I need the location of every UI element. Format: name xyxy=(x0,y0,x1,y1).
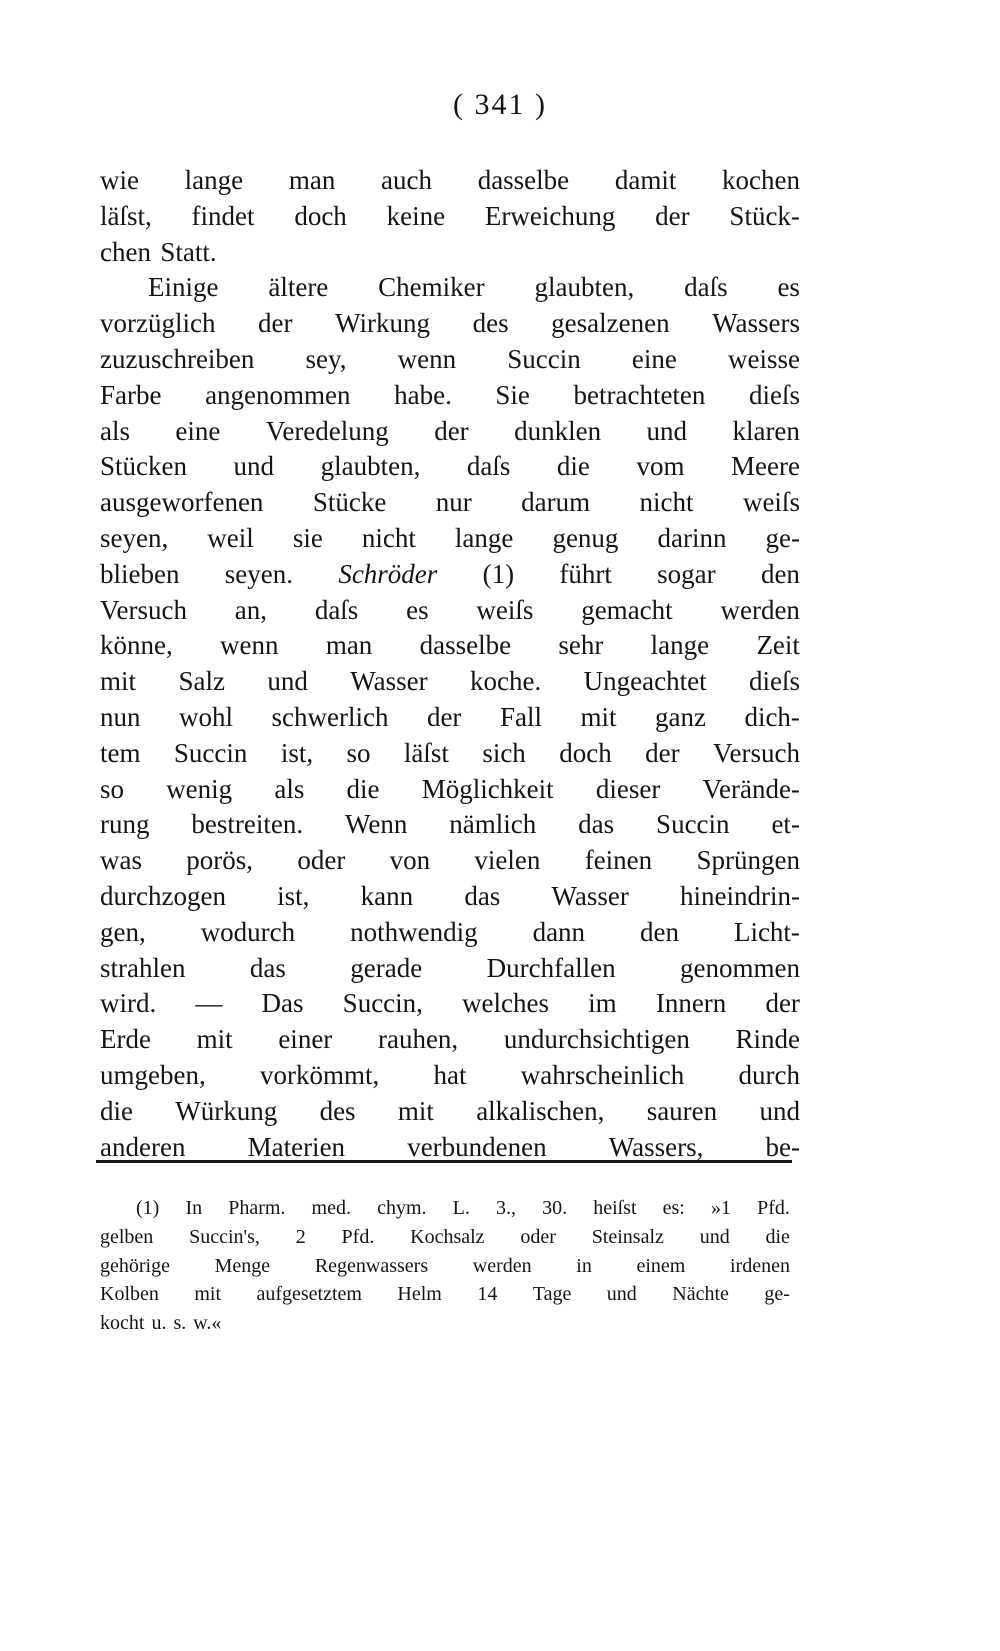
body-text-word: sauren xyxy=(646,1095,718,1126)
footnote-word: chym. xyxy=(377,1197,427,1219)
body-text-word: genommen xyxy=(680,952,800,983)
footnote-word: Menge xyxy=(214,1254,271,1277)
body-text-word: gen, xyxy=(100,916,146,947)
footnote-line xyxy=(100,1194,790,1223)
body-text-word: nun xyxy=(100,701,141,732)
footnote-word: einem xyxy=(636,1254,686,1277)
footnote-word: Kolben xyxy=(100,1283,159,1306)
body-text-word: Erde xyxy=(100,1024,151,1055)
body-text-word: als xyxy=(274,773,305,804)
body-text-word: Veredelung xyxy=(265,415,389,446)
body-text-word: bestreiten. xyxy=(191,809,304,840)
body-text-word: Meere xyxy=(731,451,800,482)
body-text-word: des xyxy=(319,1095,356,1126)
body-text-word: nicht xyxy=(639,487,694,518)
footnote-word: werden xyxy=(472,1254,532,1277)
body-text-word: könne, xyxy=(100,630,173,661)
body-text-word: Möglichkeit xyxy=(421,773,554,804)
body-text-word: weisse xyxy=(728,343,800,374)
footnote-word: L. xyxy=(452,1197,470,1219)
body-text-word: läſst, xyxy=(100,200,152,231)
body-text-word: so xyxy=(346,737,371,768)
body-text-word: koche. xyxy=(470,666,542,697)
body-text-word: kann xyxy=(360,880,414,911)
body-text-word: lange xyxy=(650,630,710,661)
body-text-word: nothwendig xyxy=(350,916,478,947)
body-text-word: glaubten, xyxy=(534,272,635,303)
body-text-line xyxy=(100,1022,800,1058)
body-text-word: weil xyxy=(207,522,254,553)
footnote-word: u. xyxy=(151,1312,167,1335)
body-text-word: dieſs xyxy=(749,379,800,410)
body-text-word: mit xyxy=(196,1024,233,1055)
footnote-line xyxy=(100,1280,790,1309)
footnote-line xyxy=(100,1223,790,1252)
body-text-word: durchzogen xyxy=(100,880,226,911)
body-text-word: Stücke xyxy=(312,487,387,518)
footnote-word: 14 xyxy=(477,1283,498,1306)
body-text-word: seyen, xyxy=(100,522,169,553)
page-number: ( 341 ) xyxy=(453,88,547,121)
body-text-word: einer xyxy=(278,1024,333,1055)
body-text-word: welches xyxy=(462,988,550,1019)
body-text-line xyxy=(100,593,800,629)
body-text-word: sogar xyxy=(657,558,716,589)
body-text-line xyxy=(100,843,800,879)
footnote-line xyxy=(100,1252,790,1281)
footnote-word: und xyxy=(699,1225,730,1248)
body-text-word: rauhen, xyxy=(377,1024,459,1055)
body-text-word: der xyxy=(434,415,469,446)
body-text-word: mit xyxy=(397,1095,434,1126)
body-text-line xyxy=(100,485,800,521)
body-text-line xyxy=(100,449,800,485)
body-text-word: Wassers, xyxy=(608,1131,704,1162)
body-text-word: hat xyxy=(433,1059,467,1090)
body-text-word: rung xyxy=(100,809,150,840)
body-text-word: Sprüngen xyxy=(696,845,800,876)
body-text-word: an, xyxy=(234,594,268,625)
footnote-word: Regenwassers xyxy=(314,1254,429,1277)
body-text-line xyxy=(100,378,800,414)
body-text-word: verbundenen xyxy=(407,1131,547,1162)
body-text-word: Succin xyxy=(656,809,730,840)
body-text-line xyxy=(100,951,800,987)
body-text-word: der xyxy=(655,200,690,231)
body-text-word: der xyxy=(765,988,800,1019)
footnote xyxy=(100,1194,790,1338)
body-text-line xyxy=(100,628,800,664)
body-text-word: Licht- xyxy=(733,916,800,947)
body-text-word: Succin, xyxy=(342,988,423,1019)
body-text-word: läſst xyxy=(403,737,449,768)
body-text-word: be- xyxy=(765,1131,800,1162)
body-text-word: Salz xyxy=(178,666,225,697)
body-text-word: (1) xyxy=(482,558,515,589)
body-text-word: mit xyxy=(580,701,617,732)
body-text-word: Succin xyxy=(507,343,581,374)
body-text-word: Versuch xyxy=(713,737,800,768)
body-text-word: im xyxy=(588,988,617,1019)
footnote-word: Pharm. xyxy=(228,1197,286,1219)
footnote-word: 3., xyxy=(495,1197,516,1219)
body-text-word: Das xyxy=(261,988,304,1019)
body-text-word: habe. xyxy=(394,379,452,410)
body-text-word: angenommen xyxy=(205,379,351,410)
footnote-word: s. xyxy=(173,1312,187,1335)
body-text-line xyxy=(100,664,800,700)
footnote-word: Succin's, xyxy=(189,1225,260,1248)
body-text-word: auch xyxy=(381,165,432,195)
footnote-word: kocht xyxy=(100,1312,145,1335)
body-text-word: doch xyxy=(294,200,347,231)
body-text-word: ist, xyxy=(280,737,314,768)
body-text-line xyxy=(100,521,800,557)
body-text-word: Wassers xyxy=(712,308,800,339)
body-text-word: nicht xyxy=(361,522,416,553)
body-text-word: Zeit xyxy=(756,630,800,661)
body-text-line xyxy=(100,557,800,593)
body-text-word: und xyxy=(267,666,308,697)
body-text-word: es xyxy=(406,594,429,625)
body-text-word: daſs xyxy=(466,451,511,482)
body-text-word: der xyxy=(426,701,462,732)
body-text-word: dunklen xyxy=(514,415,602,446)
footnote-word: es: xyxy=(662,1197,685,1219)
body-text-word: ältere xyxy=(268,272,329,303)
body-text-word: daſs xyxy=(314,594,359,625)
body-text-word: Materien xyxy=(247,1131,346,1162)
footnote-word: gelben xyxy=(100,1225,154,1248)
body-text-word: wenig xyxy=(166,773,233,804)
body-text-word: sie xyxy=(292,522,323,553)
body-text-word: Statt. xyxy=(160,236,217,267)
body-text-word: das xyxy=(249,952,286,983)
body-text-word: gesalzenen xyxy=(551,308,670,339)
body-text-word: glaubten, xyxy=(320,451,421,482)
body-text-word: anderen xyxy=(100,1131,186,1162)
footnote-word: (1) xyxy=(136,1197,160,1219)
body-text-line xyxy=(100,1058,800,1094)
body-text-word: Erweichung xyxy=(484,200,616,231)
body-text-word: wenn xyxy=(220,630,279,661)
footnote-word: heiſst xyxy=(593,1197,637,1219)
body-text-word: vorzüglich xyxy=(100,308,216,339)
body-text-line xyxy=(100,342,800,378)
body-text-word: damit xyxy=(614,165,677,195)
body-text-word: alkalischen, xyxy=(476,1095,605,1126)
footnote-word: Pfd. xyxy=(341,1225,375,1248)
body-text-word: von xyxy=(389,845,431,876)
body-text-word: gemacht xyxy=(581,594,673,625)
body-text-word: des xyxy=(472,308,509,339)
body-text-word: betrachteten xyxy=(573,379,706,410)
body-text-word: den xyxy=(760,558,800,589)
body-text-word: daſs xyxy=(684,272,728,303)
body-text-word: blieben xyxy=(100,558,180,589)
footnote-word: Nächte xyxy=(672,1283,729,1306)
body-text-word: die xyxy=(100,1095,133,1126)
footnote-word: 2 xyxy=(295,1225,306,1248)
footnote-word: die xyxy=(765,1225,790,1248)
body-text-line xyxy=(100,807,800,843)
body-text-line xyxy=(100,199,800,235)
body-text-word: sehr xyxy=(558,630,604,661)
footnote-word: aufgesetztem xyxy=(256,1283,362,1306)
body-text-word: der xyxy=(258,308,293,339)
body-text-word: die xyxy=(346,773,380,804)
body-text-word: Wasser xyxy=(551,880,629,911)
body-text-line xyxy=(100,306,800,342)
body-text-word: so xyxy=(100,773,125,804)
body-text-word: dieser xyxy=(595,773,661,804)
footnote-word: mit xyxy=(194,1283,222,1306)
body-text-line xyxy=(100,235,800,271)
body-text-word: dann xyxy=(532,916,586,947)
body-text-word: vorkömmt, xyxy=(260,1059,380,1090)
body-text-word: Wenn xyxy=(345,809,408,840)
body-text-word: Farbe xyxy=(100,379,162,410)
body-text-word: der xyxy=(645,737,680,768)
footnote-word: ge- xyxy=(764,1283,790,1306)
body-text-word: undurchsichtigen xyxy=(503,1024,690,1055)
footnote-word: Helm xyxy=(397,1283,442,1306)
body-text-word: als xyxy=(100,415,130,446)
body-text-word: doch xyxy=(559,737,612,768)
footnote-line xyxy=(100,1309,790,1338)
body-text-word: die xyxy=(556,451,590,482)
body-text-word: tem xyxy=(100,737,141,768)
footnote-word: In xyxy=(185,1197,203,1219)
body-text-word: schwerlich xyxy=(271,701,389,732)
body-text-line xyxy=(100,1094,800,1130)
body-text-word: werden xyxy=(720,594,800,625)
body-text-word: Stück- xyxy=(729,200,800,231)
body-text-word: dasselbe xyxy=(477,165,570,195)
body-text-word: dich- xyxy=(744,701,800,732)
body-text-word: seyen. xyxy=(224,558,294,589)
body-text-line xyxy=(100,270,800,306)
footnote-word: 30. xyxy=(542,1197,568,1219)
body-text-word: es xyxy=(777,272,800,303)
body-text-word: ausgeworfenen xyxy=(100,487,264,518)
body-text-word: chen xyxy=(100,236,151,267)
body-text-word: nur xyxy=(435,487,472,518)
body-text-word: feinen xyxy=(584,845,653,876)
footnote-word: und xyxy=(606,1283,637,1306)
body-text-line xyxy=(100,736,800,772)
body-text-line xyxy=(100,986,800,1022)
body-text-word: ganz xyxy=(654,701,706,732)
body-text-word: Sie xyxy=(495,379,530,410)
body-text-word: Einige xyxy=(148,272,219,303)
body-text xyxy=(100,163,800,1165)
body-text-word: lange xyxy=(184,165,244,195)
body-text-word: sey, xyxy=(305,343,347,374)
body-text-word: und xyxy=(233,451,275,482)
body-text-word: man xyxy=(325,630,373,661)
body-text-word: Verände- xyxy=(702,773,800,804)
footnote-word: Kochsalz xyxy=(410,1225,485,1248)
body-text-word: wenn xyxy=(397,343,457,374)
body-text-word: führt xyxy=(559,558,612,589)
body-text-word: vielen xyxy=(474,845,541,876)
footnote-word: w.« xyxy=(193,1312,222,1335)
body-text-word: dasselbe xyxy=(419,630,512,661)
body-text-word: wodurch xyxy=(200,916,296,947)
body-text-word: ge- xyxy=(765,522,800,553)
body-text-word: Succin xyxy=(173,737,248,768)
body-text-word: das xyxy=(578,809,615,840)
body-text-word: hineindrin- xyxy=(680,880,800,911)
body-text-word: mit xyxy=(100,666,137,697)
footnote-word: Steinsalz xyxy=(591,1225,664,1248)
body-text-word: keine xyxy=(386,200,446,231)
footnote-word: irdenen xyxy=(729,1254,790,1277)
body-text-word: nämlich xyxy=(449,809,537,840)
footnote-word: Tage xyxy=(532,1283,572,1306)
body-text-word: lange xyxy=(454,522,514,553)
body-text-word: Durchfallen xyxy=(486,952,616,983)
body-text-word: zuzuschreiben xyxy=(100,343,255,374)
body-text-word: Wirkung xyxy=(335,308,431,339)
body-text-line xyxy=(100,915,800,951)
body-text-word: man xyxy=(288,165,336,195)
body-text-word: wie xyxy=(100,165,139,195)
body-text-line xyxy=(100,163,800,199)
body-text-word: Ungeachtet xyxy=(583,666,707,697)
body-text-word: durch xyxy=(738,1059,800,1090)
body-text-word: findet xyxy=(191,200,255,231)
body-text-word: weiſs xyxy=(476,594,534,625)
body-text-line xyxy=(100,414,800,450)
body-text-word: porös, xyxy=(186,845,254,876)
body-text-word: Wasser xyxy=(350,666,428,697)
body-text-word: dieſs xyxy=(749,666,800,697)
body-text-line xyxy=(100,772,800,808)
body-text-word: genug xyxy=(552,522,619,553)
body-text-word: Chemiker xyxy=(378,272,485,303)
body-text-word: umgeben, xyxy=(100,1059,206,1090)
body-text-word: vom xyxy=(636,451,685,482)
body-text-word: und xyxy=(646,415,688,446)
body-text-word: oder xyxy=(297,845,346,876)
body-text-word: sich xyxy=(482,737,526,768)
body-text-word: darinn xyxy=(657,522,727,553)
body-text-word: strahlen xyxy=(100,952,186,983)
body-text-word: das xyxy=(464,880,501,911)
body-text-word: eine xyxy=(631,343,677,374)
body-text-line xyxy=(100,879,800,915)
body-text-word: eine xyxy=(175,415,221,446)
body-text-word: kochen xyxy=(722,165,800,195)
footnote-separator-rule xyxy=(96,1160,792,1163)
body-text-word: Schröder xyxy=(338,558,438,589)
body-text-word: wahrscheinlich xyxy=(520,1059,685,1090)
body-text-line xyxy=(100,700,800,736)
body-text-word: Würkung xyxy=(175,1095,278,1126)
body-text-word: — xyxy=(195,988,223,1019)
footnote-word: med. xyxy=(311,1197,351,1219)
body-text-word: gerade xyxy=(350,952,423,983)
body-text-word: wohl xyxy=(179,701,233,732)
body-text-word: was xyxy=(100,845,142,876)
body-text-word: Stücken xyxy=(100,451,187,482)
footnote-word: »1 xyxy=(710,1197,731,1219)
body-text-word: wird. xyxy=(100,988,157,1019)
body-text-word: Innern xyxy=(655,988,727,1019)
body-text-word: und xyxy=(759,1095,800,1126)
body-text-word: darum xyxy=(521,487,591,518)
body-text-word: den xyxy=(640,916,679,947)
body-text-word: Fall xyxy=(499,701,542,732)
body-text-word: Rinde xyxy=(735,1024,800,1055)
footnote-word: Pfd. xyxy=(757,1197,790,1219)
footnote-word: in xyxy=(576,1254,592,1277)
body-text-word: Versuch xyxy=(100,594,187,625)
footnote-word: oder xyxy=(520,1225,556,1248)
body-text-word: et- xyxy=(771,809,800,840)
footnote-word: gehörige xyxy=(100,1254,170,1277)
body-text-word: weiſs xyxy=(742,487,800,518)
body-text-word: ist, xyxy=(277,880,310,911)
body-text-word: klaren xyxy=(732,415,800,446)
